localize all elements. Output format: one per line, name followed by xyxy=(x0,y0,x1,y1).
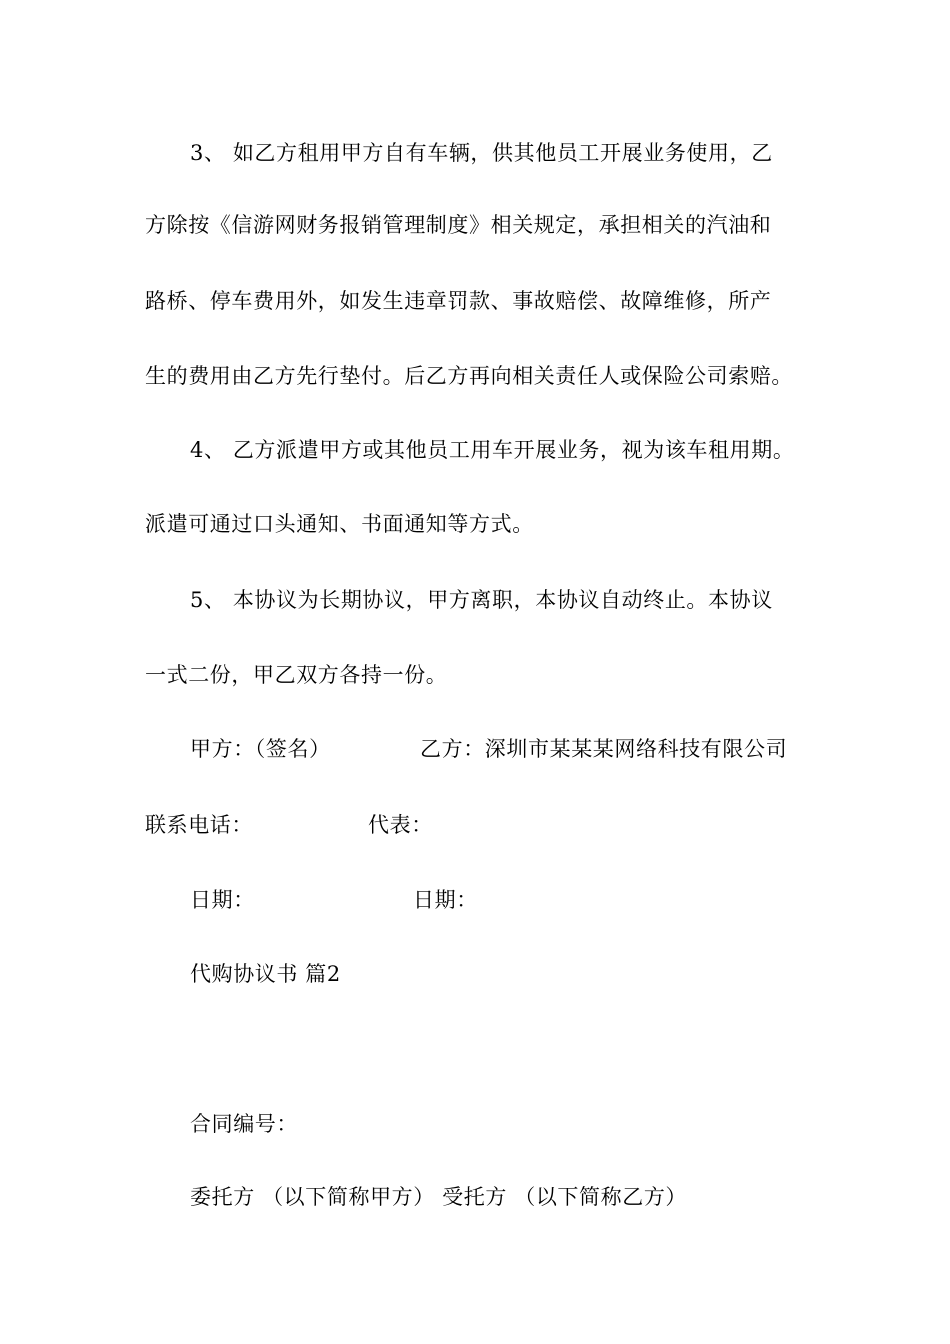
contract-number-label: 合同编号： xyxy=(190,1112,298,1136)
section-title: 代购协议书 篇2 xyxy=(190,962,341,986)
clause-5-line-1: 5、 本协议为长期协议，甲方离职，本协议自动终止。本协议 xyxy=(190,588,773,612)
clause-3-line-1: 3、 如乙方租用甲方自有车辆，供其他员工开展业务使用，乙 xyxy=(190,141,773,165)
phone-label: 联系电话： xyxy=(145,813,253,837)
clause-5-line-2: 一式二份，甲乙双方各持一份。 xyxy=(145,663,448,687)
parties-line: 委托方 （以下简称甲方） 受托方 （以下简称乙方） xyxy=(190,1185,688,1209)
party-a-signature: 甲方：（签名） xyxy=(190,737,331,761)
date-b-label: 日期： xyxy=(413,888,478,912)
party-b-company: 乙方：深圳市某某某网络科技有限公司 xyxy=(420,737,788,761)
clause-3-line-3: 路桥、停车费用外，如发生违章罚款、事故赔偿、故障维修，所产 xyxy=(145,289,772,313)
representative-label: 代表： xyxy=(368,813,433,837)
date-a-label: 日期： xyxy=(190,888,255,912)
clause-3-line-4: 生的费用由乙方先行垫付。后乙方再向相关责任人或保险公司索赔。 xyxy=(145,364,793,388)
clause-3-line-2: 方除按《信游网财务报销管理制度》相关规定，承担相关的汽油和 xyxy=(145,213,772,237)
clause-4-line-2: 派遣可通过口头通知、书面通知等方式。 xyxy=(145,512,534,536)
clause-4-line-1: 4、 乙方派遣甲方或其他员工用车开展业务，视为该车租用期。 xyxy=(190,438,795,462)
